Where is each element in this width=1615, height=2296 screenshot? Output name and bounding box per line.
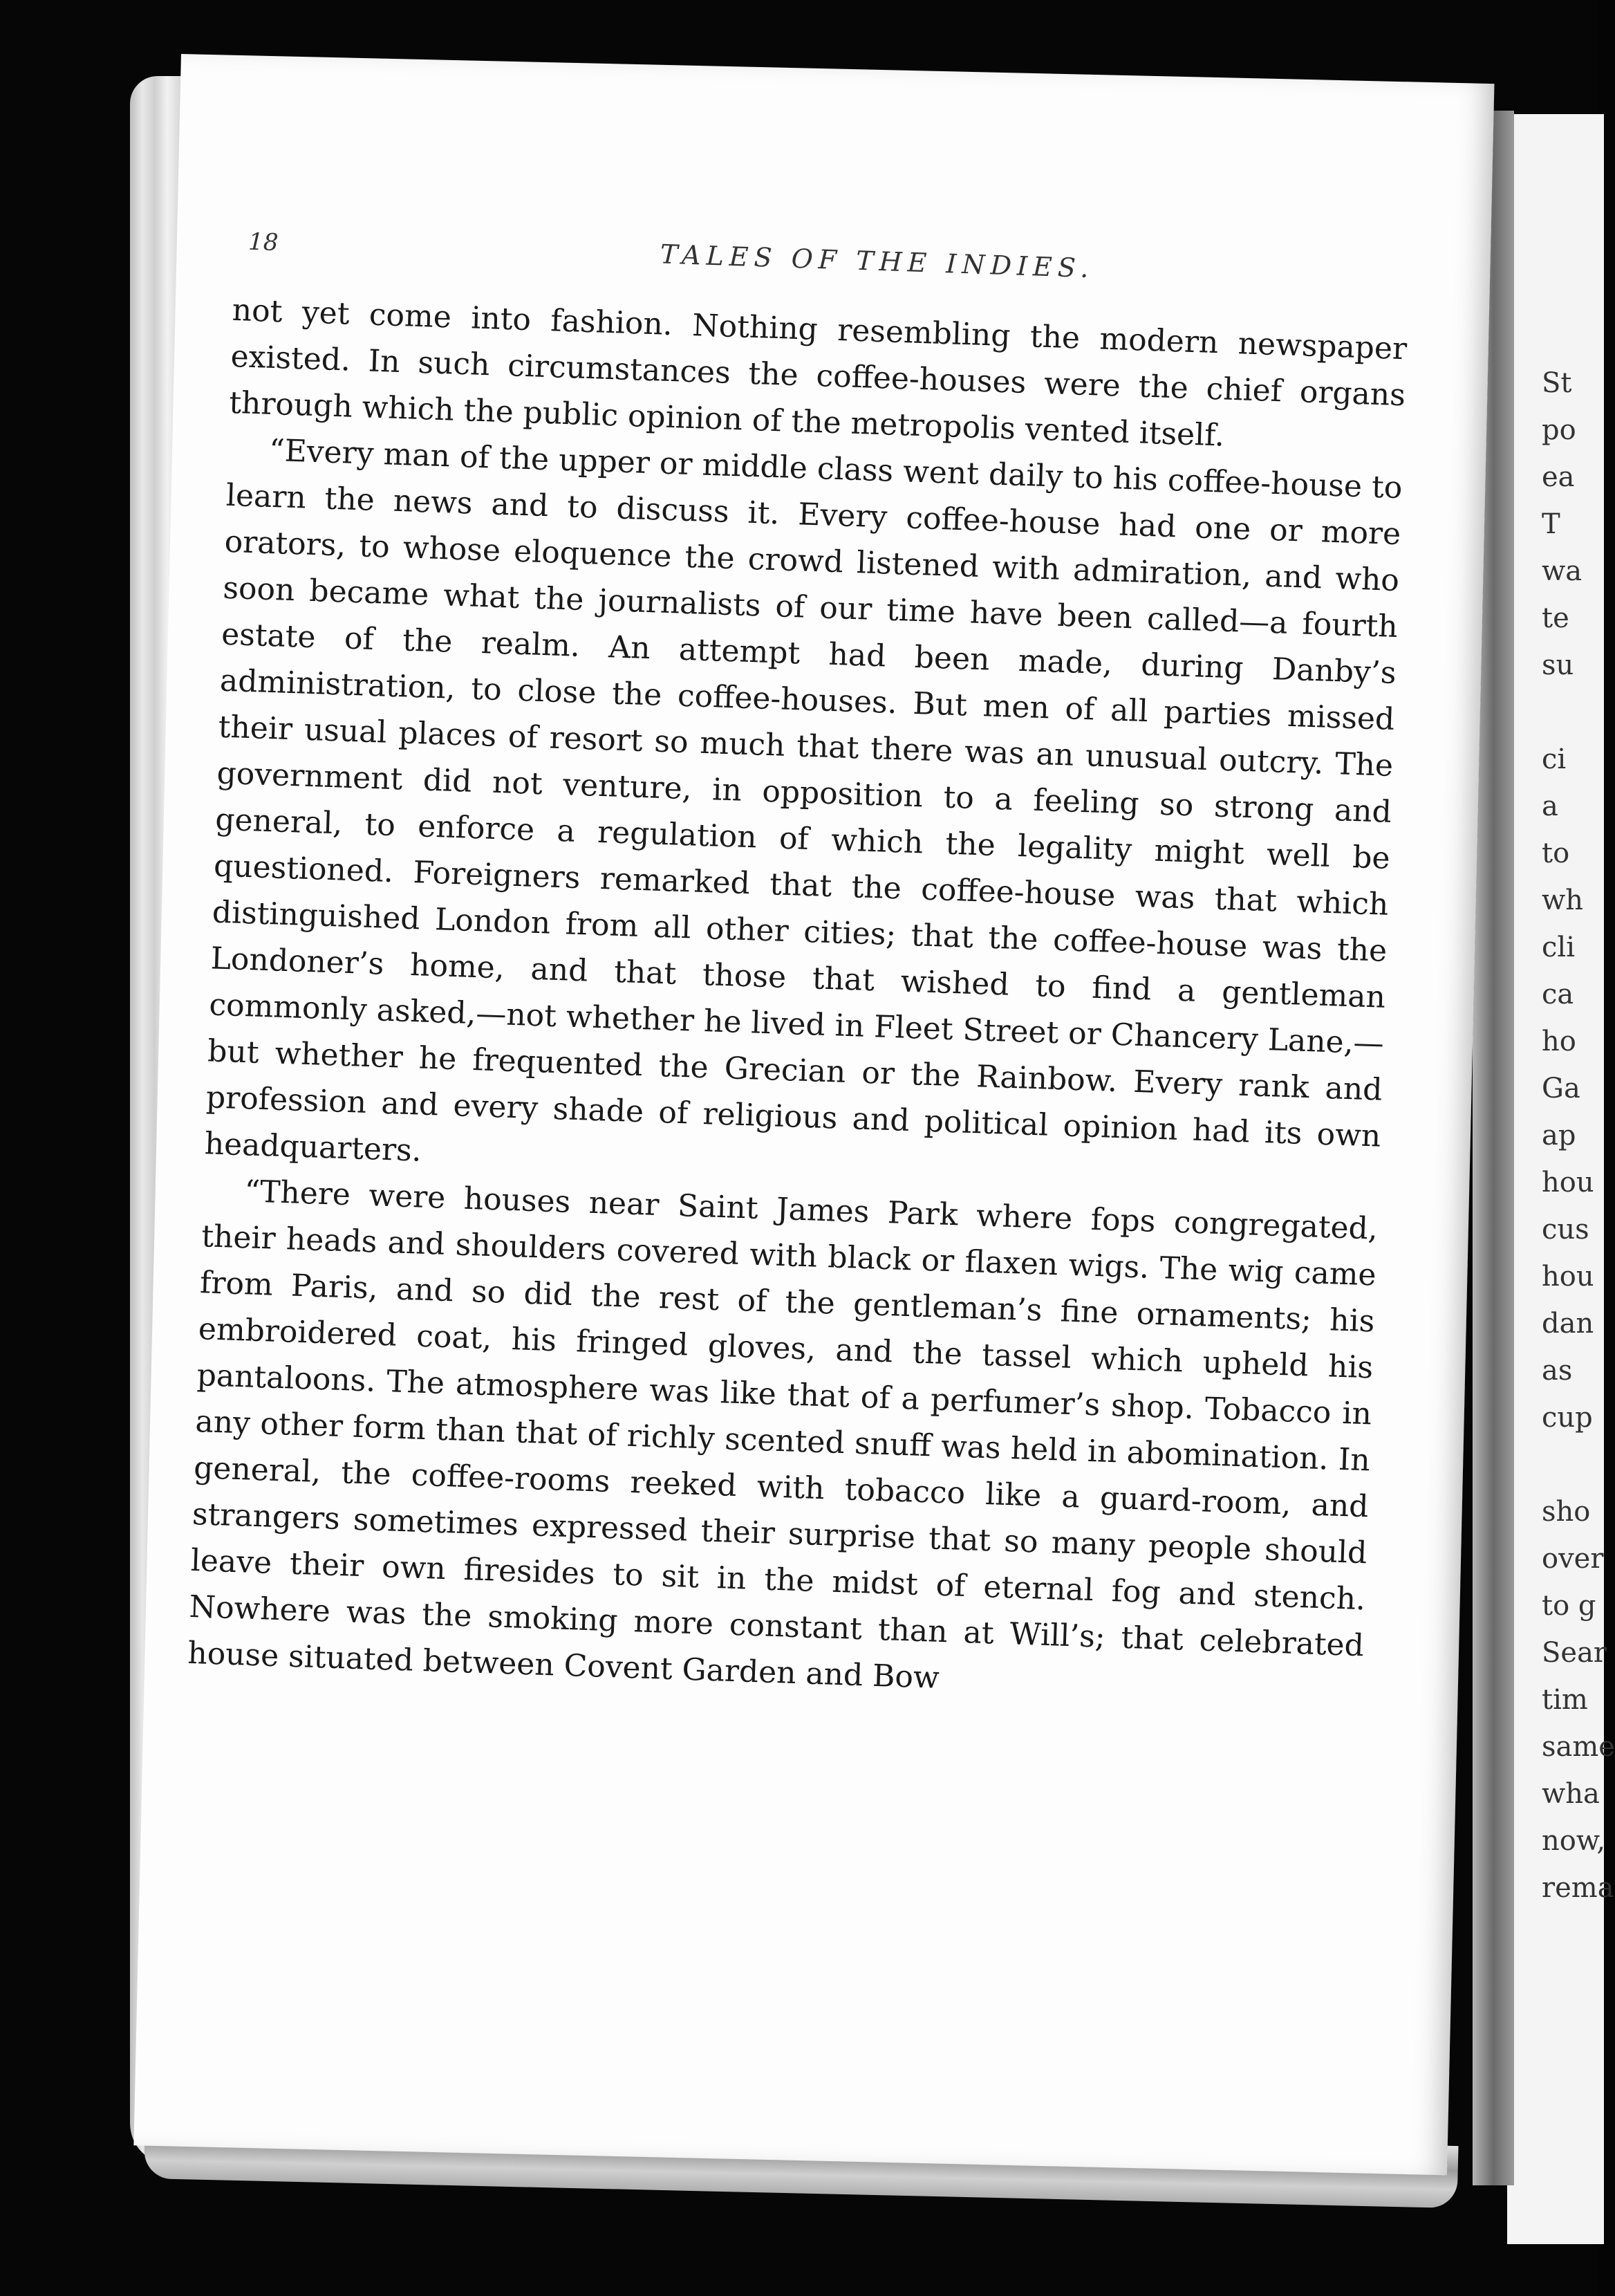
facing-page-fragment: su bbox=[1542, 649, 1574, 681]
facing-page-fragment: to g bbox=[1542, 1590, 1596, 1622]
facing-page-fragment: cli bbox=[1542, 932, 1575, 963]
facing-page-fragment: dan bbox=[1542, 1308, 1594, 1340]
facing-page-fragment: to bbox=[1542, 837, 1570, 869]
facing-page-fragment: sho bbox=[1542, 1496, 1591, 1528]
facing-page-fragment bbox=[1542, 689, 1597, 736]
facing-page-fragment: a bbox=[1542, 790, 1558, 822]
facing-page-fragment bbox=[1542, 1441, 1597, 1488]
facing-page-fragment: cup bbox=[1542, 1402, 1593, 1434]
running-title: TALES OF THE INDIES. bbox=[660, 239, 1095, 284]
paragraph: “There were houses near Saint James Park where fops congregated, their heads and shoulders covered with black or flaxen wigs. The wig came from Paris, and so did the rest of the gentleman’s fine ornaments; his embroidered coat, his fringed gloves, and the tassel which upheld his pantaloons. The atmosphere was like that of a perfumer’s shop. Tobacco in any other form than that of richly scented snuff was held in abomination. In general, the coffee-rooms reeked with tobacco like a guard-room, and strangers sometimes expressed their surprise that so many people should leave their own firesides to sit in the midst of eternal fog and stench. Nowhere was the smoking more constant than at Will’s; that celebrated house situated between Covent Garden and Bow bbox=[187, 1174, 1379, 1696]
facing-page-fragment: hou bbox=[1542, 1167, 1594, 1198]
paragraph: “Every man of the upper or middle class went daily to his coffee-house to learn the news and to discuss it. Every coffee-house had one or more orators, to whose eloquence the crowd listened with admiration, and who soon became what the journalists of our time have been called—a fourth estate of the realm. An attempt had been made, during Danby’s administration, to close the coffee-houses. But men of all parties missed their usual places of resort so much that there was an unusual outcry. The government did not venture, in opposition to a feeling so strong and general, to enforce a regulation of which the legality might well be questioned. Foreigners remarked that the coffee-house was that which distinguished London from all other cities; that the coffee-house was the Londoner’s home, and that those that wished to find a gentleman commonly asked,—not whether he lived in Fleet Street or Chancery Lane,—but whether he frequented the Grecian or the Rainbow. Every rank and profession and every shade of religious and political opinion had its own headquarters. bbox=[204, 432, 1403, 1169]
facing-page-fragment: wha bbox=[1542, 1778, 1600, 1810]
facing-page-fragment: over bbox=[1542, 1543, 1604, 1575]
facing-page-fragment: as bbox=[1542, 1355, 1573, 1387]
facing-page-text bbox=[1542, 360, 1615, 1911]
facing-page-fragment: ca bbox=[1542, 979, 1574, 1010]
facing-page-fragment: T bbox=[1542, 508, 1560, 540]
paragraph: not yet come into fashion. Nothing resembling the modern newspaper existed. In such circumstances the coffee-houses were the chief organs through which the public opinion of the metropolis vented itself. bbox=[228, 292, 1408, 454]
facing-page-fragment: ap bbox=[1542, 1120, 1576, 1151]
page-number: 18 bbox=[248, 228, 279, 257]
facing-page-fragment: same bbox=[1542, 1731, 1615, 1763]
facing-page-fragment: te bbox=[1542, 602, 1569, 634]
facing-page-fragment: ea bbox=[1542, 461, 1575, 493]
facing-page-fragment: hou bbox=[1542, 1261, 1594, 1293]
facing-page-fragment: ci bbox=[1542, 743, 1567, 775]
facing-page-fragment: now, bbox=[1542, 1825, 1606, 1857]
facing-page-fragment: wh bbox=[1542, 885, 1583, 916]
facing-page-fragment: St bbox=[1542, 367, 1572, 399]
facing-page-fragment: wa bbox=[1542, 555, 1583, 587]
facing-page-fragment: ho bbox=[1542, 1026, 1576, 1057]
facing-page-fragment: po bbox=[1542, 414, 1576, 446]
facing-page-fragment: cus bbox=[1542, 1214, 1589, 1246]
facing-page-fragment: rema bbox=[1542, 1872, 1614, 1904]
facing-page-fragment: Ga bbox=[1542, 1073, 1580, 1104]
page-text-block bbox=[187, 225, 1410, 1715]
facing-page-fragment: tim bbox=[1542, 1684, 1588, 1716]
facing-page-fragment: Sear bbox=[1542, 1637, 1607, 1669]
